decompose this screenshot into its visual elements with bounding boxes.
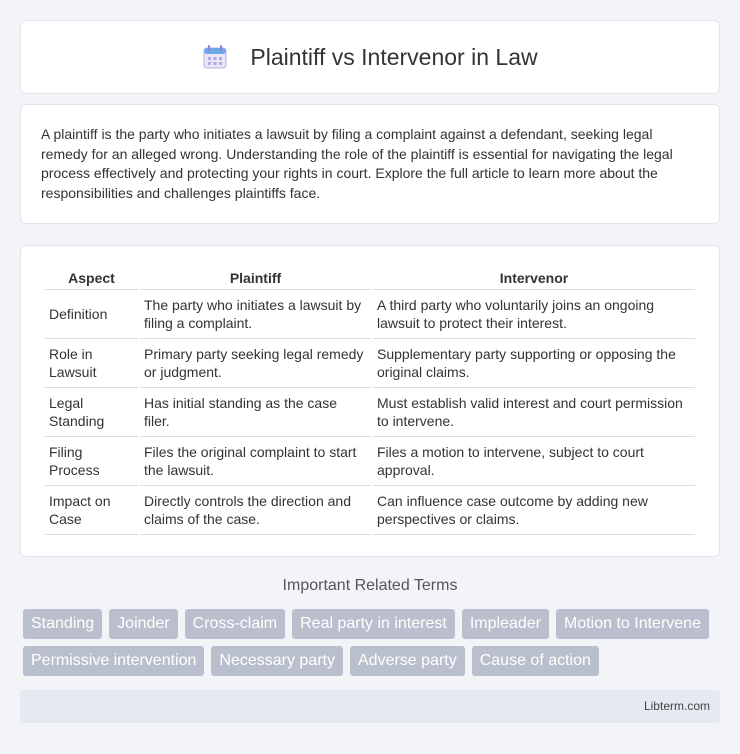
footer <box>20 690 720 723</box>
term-tag[interactable]: Real party in interest <box>292 609 455 639</box>
plaintiff-cell: Has initial standing as the case filer. <box>140 388 371 437</box>
intervenor-cell: Files a motion to intervene, subject to court approval. <box>373 437 695 486</box>
plaintiff-cell: Directly controls the direction and claims of the case. <box>140 486 371 535</box>
table-row <box>45 388 695 437</box>
aspect-cell: Impact on Case <box>45 486 138 535</box>
plaintiff-cell: Primary party seeking legal remedy or judgment. <box>140 339 371 388</box>
term-tag[interactable]: Cross-claim <box>185 609 285 639</box>
term-tag[interactable]: Impleader <box>462 609 549 639</box>
table-row <box>45 339 695 388</box>
page-title: Plaintiff vs Intervenor in Law <box>250 43 538 70</box>
comparison-table <box>43 265 697 535</box>
term-tag[interactable]: Adverse party <box>350 646 465 676</box>
comparison-table-card <box>20 245 720 557</box>
column-header-plaintiff: Plaintiff <box>140 265 371 290</box>
term-tag[interactable]: Permissive intervention <box>23 646 204 676</box>
aspect-cell: Definition <box>45 290 138 339</box>
column-header-aspect: Aspect <box>45 265 138 290</box>
plaintiff-cell: The party who initiates a lawsuit by filing a complaint. <box>140 290 371 339</box>
intro-card <box>20 104 720 224</box>
term-tag[interactable]: Joinder <box>109 609 177 639</box>
term-tag[interactable]: Standing <box>23 609 102 639</box>
table-row <box>45 486 695 535</box>
intervenor-cell: A third party who voluntarily joins an ongoing lawsuit to protect their interest. <box>373 290 695 339</box>
table-row <box>45 437 695 486</box>
calendar-icon <box>202 44 228 70</box>
aspect-cell: Filing Process <box>45 437 138 486</box>
related-terms-list <box>23 609 723 683</box>
term-tag[interactable]: Motion to Intervene <box>556 609 709 639</box>
term-tag[interactable]: Necessary party <box>211 646 343 676</box>
table-header-row <box>45 265 695 290</box>
intervenor-cell: Must establish valid interest and court permission to intervene. <box>373 388 695 437</box>
aspect-cell: Role in Lawsuit <box>45 339 138 388</box>
related-terms-title: Important Related Terms <box>282 577 458 594</box>
term-tag[interactable]: Cause of action <box>472 646 599 676</box>
plaintiff-cell: Files the original complaint to start the lawsuit. <box>140 437 371 486</box>
column-header-intervenor: Intervenor <box>373 265 695 290</box>
intro-text: A plaintiff is the party who initiates a lawsuit by filing a complaint against a defendant, seeking legal remedy for an alleged wrong. Understanding the role of the plaintiff is essential for navigating the legal process effectively and protecting your rights in court. Explore the full article to learn more about the responsibilities and challenges plaintiffs face. <box>41 126 673 201</box>
intervenor-cell: Can influence case outcome by adding new perspectives or claims. <box>373 486 695 535</box>
intervenor-cell: Supplementary party supporting or opposing the original claims. <box>373 339 695 388</box>
header-card <box>20 20 720 94</box>
aspect-cell: Legal Standing <box>45 388 138 437</box>
footer-site-link[interactable]: Libterm.com <box>643 699 710 713</box>
table-row <box>45 290 695 339</box>
